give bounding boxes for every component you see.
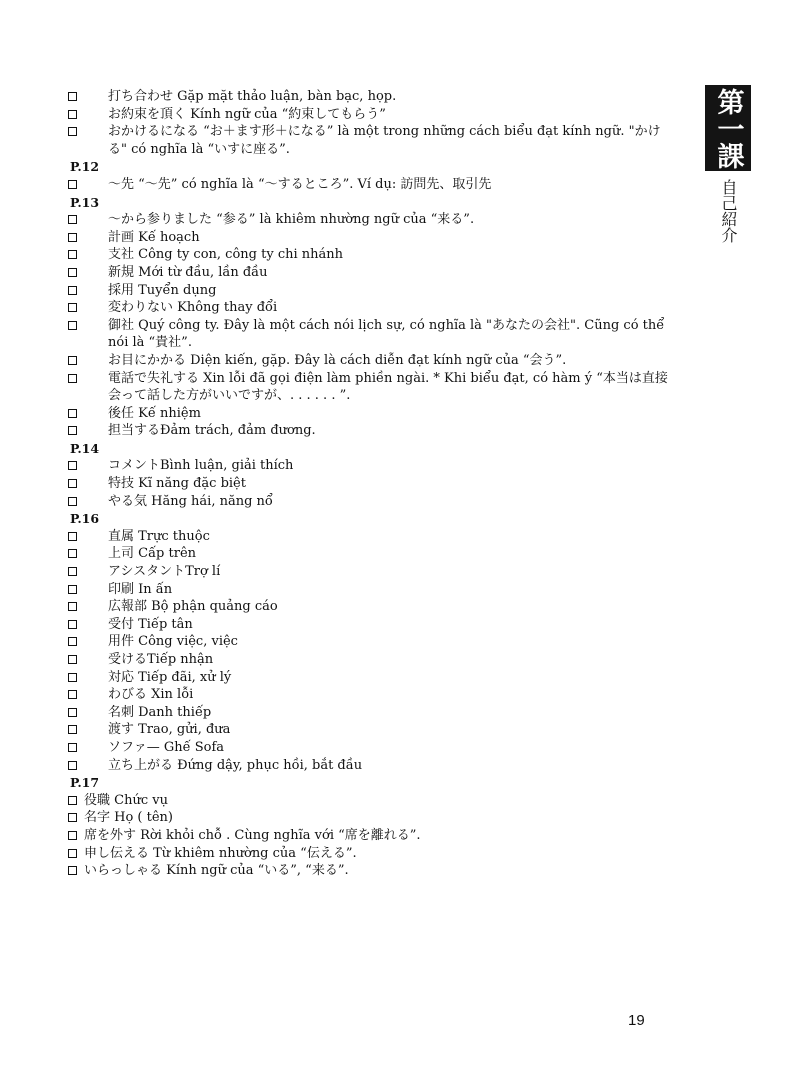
checkbox-icon bbox=[68, 532, 77, 541]
vocab-text: 渡す Trao, gửi, đưa bbox=[108, 722, 231, 738]
vocab-item bbox=[68, 757, 668, 775]
checkbox-icon bbox=[68, 250, 77, 259]
vocab-item bbox=[68, 651, 668, 669]
checkbox-icon bbox=[68, 690, 77, 699]
vocab-item bbox=[68, 827, 668, 845]
vocab-item bbox=[68, 686, 668, 704]
checkbox-icon bbox=[68, 549, 77, 558]
vocab-text: 特技 Kĩ năng đặc biệt bbox=[108, 476, 246, 492]
vocab-text: 申し伝える Từ khiêm nhường của “伝える”. bbox=[84, 845, 357, 861]
vocab-text: やる気 Hăng hái, năng nổ bbox=[108, 493, 273, 509]
checkbox-icon bbox=[68, 479, 77, 488]
vocab-item bbox=[68, 809, 668, 827]
vocab-text: アシスタントTrợ lí bbox=[108, 564, 221, 580]
checkbox-icon bbox=[68, 620, 77, 629]
vocab-text: いらっしゃる Kính ngữ của “いる”, “来る”. bbox=[84, 863, 349, 879]
section-heading: P.17 bbox=[70, 775, 100, 791]
vocab-text: お目にかかる Diện kiến, gặp. Đây là cách diễn đạt kính ngữ của “会う”. bbox=[108, 352, 567, 368]
vocab-item bbox=[68, 457, 668, 475]
vocab-item bbox=[68, 282, 668, 300]
checkbox-icon bbox=[68, 725, 77, 734]
checkbox-icon bbox=[68, 831, 77, 840]
vocab-item bbox=[68, 792, 668, 810]
lesson-title: 自己紹介 bbox=[719, 179, 738, 243]
vocab-item bbox=[68, 493, 668, 511]
vocab-text: 印刷 In ấn bbox=[108, 581, 173, 597]
vocab-item bbox=[68, 211, 668, 229]
checkbox-icon bbox=[68, 813, 77, 822]
vocab-text: 名字 Họ ( tên) bbox=[84, 810, 173, 826]
vocab-text: 席を外す Rời khỏi chỗ . Cùng nghĩa với “席を離れる”. bbox=[84, 827, 421, 843]
vocab-text: 名刺 Danh thiếp bbox=[108, 704, 212, 720]
vocab-text: 採用 Tuyển dụng bbox=[108, 282, 217, 298]
checkbox-icon bbox=[68, 92, 77, 101]
vocab-text: 受付 Tiếp tân bbox=[108, 616, 193, 632]
vocab-item bbox=[68, 106, 668, 124]
vocab-text: 支社 Công ty con, công ty chi nhánh bbox=[108, 247, 343, 263]
vocab-text: 計画 Kế hoạch bbox=[108, 229, 200, 245]
checkbox-icon bbox=[68, 866, 77, 875]
checkbox-icon bbox=[68, 637, 77, 646]
vocab-item bbox=[68, 598, 668, 616]
checkbox-icon bbox=[68, 180, 77, 189]
vocab-text: 後任 Kế nhiệm bbox=[108, 405, 201, 421]
vocab-item bbox=[68, 721, 668, 739]
checkbox-icon bbox=[68, 233, 77, 242]
vocab-text: 御社 Quý công ty. Đây là một cách nói lịch sự, có nghĩa là "あなたの会社". Cũng có thể nói là “貴社”. bbox=[108, 317, 665, 351]
checkbox-icon bbox=[68, 127, 77, 136]
vocab-text: お約束を頂く Kính ngữ của “約束してもらう” bbox=[108, 106, 386, 122]
section-heading: P.13 bbox=[70, 194, 100, 210]
vocab-item bbox=[68, 862, 668, 880]
vocabulary-list bbox=[68, 88, 668, 880]
vocab-item bbox=[68, 739, 668, 757]
vocab-text: ～から参りました “参る” là khiêm nhường ngữ của “来る”. bbox=[108, 212, 475, 228]
checkbox-icon bbox=[68, 602, 77, 611]
vocab-item bbox=[68, 176, 668, 194]
vocab-text: コメントBình luận, giải thích bbox=[108, 458, 294, 474]
vocab-text: わびる Xin lỗi bbox=[108, 687, 194, 703]
checkbox-icon bbox=[68, 849, 77, 858]
vocab-text: ～先 “～先” có nghĩa là “～するところ”. Ví dụ: 訪問先、取引先 bbox=[108, 176, 492, 192]
vocab-item bbox=[68, 405, 668, 423]
checkbox-icon bbox=[68, 497, 77, 506]
vocab-item bbox=[68, 704, 668, 722]
checkbox-icon bbox=[68, 743, 77, 752]
checkbox-icon bbox=[68, 708, 77, 717]
vocab-item bbox=[68, 352, 668, 370]
vocab-text: 打ち合わせ Gặp mặt thảo luận, bàn bạc, họp. bbox=[108, 89, 397, 104]
vocab-item bbox=[68, 563, 668, 581]
checkbox-icon bbox=[68, 761, 77, 770]
page-number: 19 bbox=[628, 1012, 645, 1029]
checkbox-icon bbox=[68, 321, 77, 330]
vocab-item bbox=[68, 229, 668, 247]
checkbox-icon bbox=[68, 461, 77, 470]
checkbox-icon bbox=[68, 303, 77, 312]
vocab-item bbox=[68, 264, 668, 282]
vocab-item bbox=[68, 669, 668, 687]
vocab-text: 立ち上がる Đứng dậy, phục hồi, bắt đầu bbox=[108, 757, 363, 773]
checkbox-icon bbox=[68, 215, 77, 224]
vocab-text: 対応 Tiếp đãi, xử lý bbox=[108, 669, 232, 685]
vocab-item bbox=[68, 845, 668, 863]
vocab-item bbox=[68, 581, 668, 599]
checkbox-icon bbox=[68, 409, 77, 418]
checkbox-icon bbox=[68, 585, 77, 594]
vocab-text: 広報部 Bộ phận quảng cáo bbox=[108, 599, 278, 615]
lesson-sidebar bbox=[705, 85, 751, 243]
section-heading: P.12 bbox=[70, 159, 100, 175]
vocab-item bbox=[68, 88, 668, 106]
checkbox-icon bbox=[68, 655, 77, 664]
vocab-text: 上司 Cấp trên bbox=[108, 546, 197, 562]
vocab-text: 直属 Trực thuộc bbox=[108, 528, 210, 544]
vocab-item bbox=[68, 317, 668, 352]
vocab-item bbox=[68, 528, 668, 546]
checkbox-icon bbox=[68, 426, 77, 435]
vocab-text: 電話で失礼する Xin lỗi đã gọi điện làm phiền ngài. * Khi biểu đạt, có hàm ý “本当は直接会って話した方がいいですが、. . . . . . ”. bbox=[108, 370, 668, 404]
vocab-item bbox=[68, 545, 668, 563]
vocab-item bbox=[68, 370, 668, 405]
section-heading: P.16 bbox=[70, 511, 100, 527]
vocab-item bbox=[68, 633, 668, 651]
checkbox-icon bbox=[68, 286, 77, 295]
checkbox-icon bbox=[68, 673, 77, 682]
lesson-tab: 第一課 bbox=[705, 85, 751, 171]
vocab-text: 受けるTiếp nhận bbox=[108, 652, 214, 667]
vocab-text: 用件 Công việc, việc bbox=[108, 634, 238, 650]
vocab-item bbox=[68, 616, 668, 634]
vocab-text: おかけるになる “お＋ます形＋になる” là một trong những cách biểu đạt kính ngữ. "かける" có nghĩa là “いすに座る”. bbox=[108, 124, 661, 157]
vocab-text: ソファ— Ghế Sofa bbox=[108, 739, 225, 755]
section-heading: P.14 bbox=[70, 440, 100, 456]
vocab-item bbox=[68, 299, 668, 317]
vocab-text: 役職 Chức vụ bbox=[84, 792, 168, 808]
vocab-item bbox=[68, 246, 668, 264]
vocab-text: 担当するĐảm trách, đảm đương. bbox=[108, 423, 316, 439]
checkbox-icon bbox=[68, 110, 77, 119]
vocab-text: 新規 Mới từ đầu, lần đầu bbox=[108, 264, 268, 280]
checkbox-icon bbox=[68, 268, 77, 277]
checkbox-icon bbox=[68, 374, 77, 383]
checkbox-icon bbox=[68, 567, 77, 576]
checkbox-icon bbox=[68, 356, 77, 365]
vocab-item bbox=[68, 123, 668, 158]
vocab-text: 変わりない Không thay đổi bbox=[108, 300, 278, 316]
vocab-item bbox=[68, 475, 668, 493]
checkbox-icon bbox=[68, 796, 77, 805]
vocab-item bbox=[68, 422, 668, 440]
